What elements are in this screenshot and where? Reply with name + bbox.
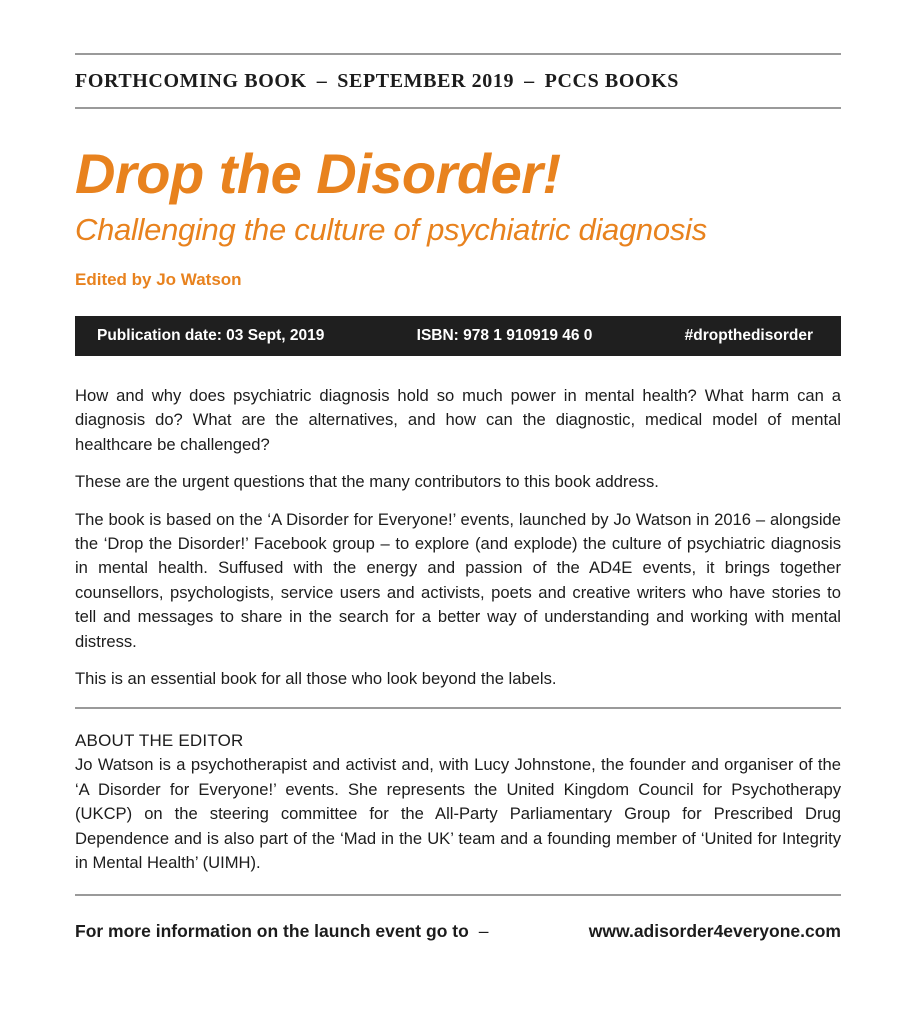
header-dash-2: – — [524, 70, 535, 92]
footer-lead — [75, 920, 499, 942]
about-divider — [75, 707, 841, 709]
description-paragraph-4: This is an essential book for all those who look beyond the labels. — [75, 669, 557, 689]
header-forthcoming: FORTHCOMING BOOK — [75, 70, 307, 92]
description-paragraph-2: These are the urgent questions that the many contributors to this book address. — [75, 472, 659, 492]
about-editor-heading: ABOUT THE EDITOR — [75, 731, 244, 751]
footer-dash: – — [478, 920, 489, 941]
header-date: SEPTEMBER 2019 — [337, 70, 515, 92]
description-paragraph-3: The book is based on the ‘A Disorder for Everyone!’ events, launched by Jo Watson in 2016 – alongside the ‘Drop the Disorder!’ Facebook group – to explore (and explode) the culture of psychiatric diagnosis in mental health. Suffused with the energy and passion of the AD4E events, it brings together counsellors, psychologists, service users and activists, poets and creative writers who have stories to tell and messages to share in the search for a better way of understanding and working with mental distress. — [75, 509, 841, 651]
hashtag: #dropthedisorder — [684, 327, 813, 344]
footer-lead-text: For more information on the launch event go to — [75, 920, 469, 941]
book-description — [75, 384, 841, 691]
book-subtitle: Challenging the culture of psychiatric diagnosis — [75, 212, 707, 247]
flyer-page — [75, 0, 841, 942]
editor-credit: Edited by Jo Watson — [75, 270, 242, 289]
header-publisher: PCCS BOOKS — [544, 70, 680, 92]
about-editor-text: Jo Watson is a psychotherapist and activist and, with Lucy Johnstone, the founder and organiser of the ‘A Disorder for Everyone!’ events. She represents the United Kingdom Council for Psychotherapy (UKCP) on the steering committee for the All-Party Parliamentary Group for Prescribed Drug Dependence and is also part of the ‘Mad in the UK’ team and a founding member of ‘United for Integrity in Mental Health’ (UIMH). — [75, 755, 841, 873]
isbn: ISBN: 978 1 910919 46 0 — [416, 327, 593, 344]
book-title: Drop the Disorder! — [75, 142, 561, 205]
description-paragraph-1: How and why does psychiatric diagnosis hold so much power in mental health? What harm can a diagnosis do? What are the alternatives, and how can the diagnostic, medical model of mental healthcare be challenged? — [75, 386, 841, 454]
website-link[interactable]: www.adisorder4everyone.com — [588, 920, 841, 941]
publication-info-bar — [75, 316, 841, 356]
header-dash-1: – — [316, 70, 328, 92]
footer-line — [75, 920, 841, 942]
footer-divider — [75, 894, 841, 896]
publication-date: Publication date: 03 Sept, 2019 — [97, 327, 325, 344]
announcement-header — [75, 55, 841, 107]
header-divider — [75, 107, 841, 109]
